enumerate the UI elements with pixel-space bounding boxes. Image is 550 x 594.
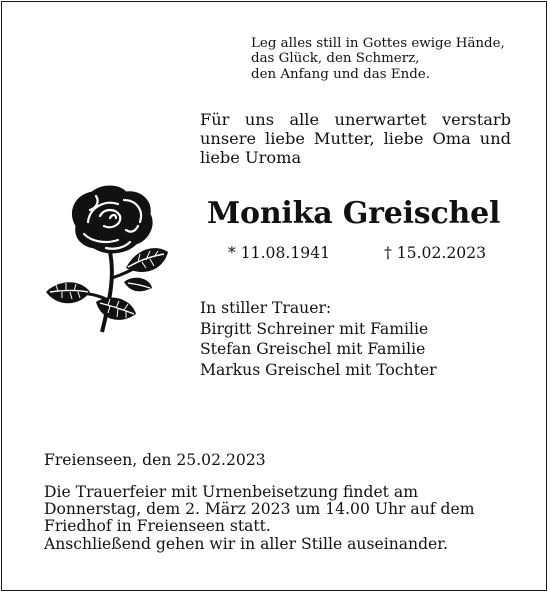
intro-line-3: liebe Uroma [200, 147, 302, 167]
service-line-4: Anschließend gehen wir in aller Stille auseinander. [44, 534, 448, 553]
service-line-1: Die Trauerfeier mit Urnenbeisetzung findet am [44, 483, 418, 501]
mourner-item: Markus Greischel mit Tochter [200, 360, 437, 379]
mourners-heading: In stiller Trauer: [200, 299, 332, 317]
intro-line-2: unsere liebe Mutter, liebe Oma und [200, 128, 511, 148]
deceased-name: Monika Greischel [207, 196, 501, 231]
verse [251, 36, 541, 82]
rose-icon [40, 182, 180, 342]
verse-line-3: den Anfang und das Ende. [251, 66, 430, 82]
place-and-date: Freienseen, den 25.02.2023 [44, 451, 266, 469]
mourner-item: Birgitt Schreiner mit Familie [200, 319, 429, 338]
service-line-2: Donnerstag, dem 2. März 2023 um 14.00 Uhr auf dem [44, 500, 475, 519]
service-info [44, 484, 504, 553]
mourner-item: Stefan Greischel mit Familie [200, 340, 426, 359]
service-line-3: Friedhof in Freienseen statt. [44, 517, 271, 536]
intro-line-1: Für uns alle unerwartet verstarb [200, 110, 511, 129]
verse-line-2: das Glück, den Schmerz, [251, 51, 420, 67]
birth-date: * 11.08.1941 [228, 244, 331, 262]
obituary-notice [1, 1, 547, 591]
intro-text [200, 111, 511, 167]
mourners-list [200, 298, 437, 380]
verse-line-1: Leg alles still in Gottes ewige Hände, [251, 36, 505, 51]
death-date: † 15.02.2023 [384, 244, 487, 262]
